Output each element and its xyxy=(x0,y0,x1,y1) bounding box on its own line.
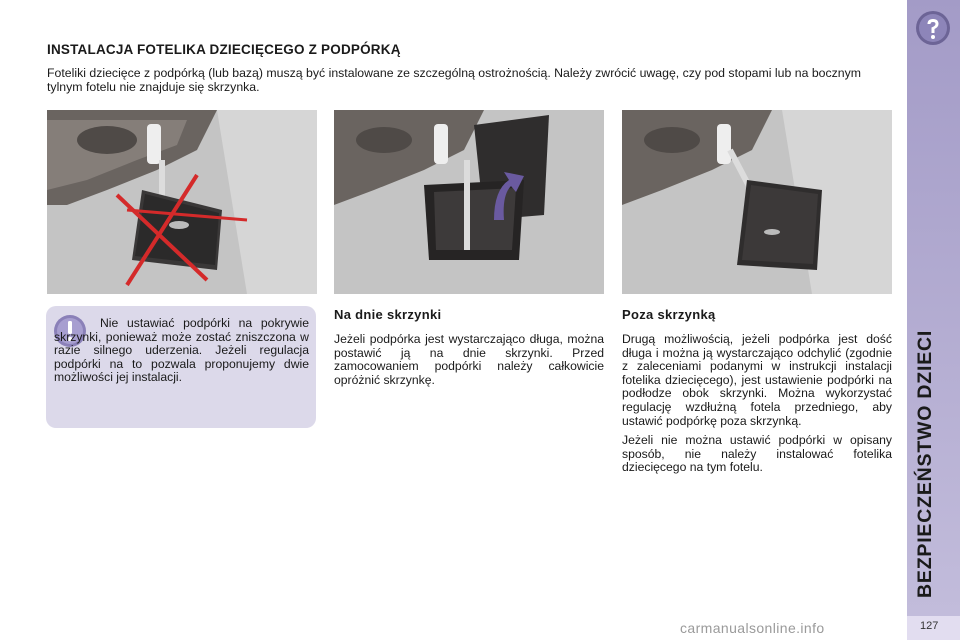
section-paragraph: Jeżeli nie można ustawić podpórki w opisany sposób, nie należy instalować fotelika dziecięcego na tym fotelu. xyxy=(622,433,892,475)
intro-paragraph: Foteliki dziecięce z podpórką (lub bazą) muszą być instalowane ze szczególną ostrożnością. Należy zwrócić uwagę, czy pod stopami lub na bocznym tylnym fotelu nie znajduje się skrzynka. xyxy=(47,66,862,94)
section-paragraph: Drugą możliwością, jeżeli podpórka jest dość długa i można ją wystarczająco odchylić (zgodnie z zaleceniami podanymi w instrukcji instalacji fotelika dziecięcego), jest ustawienie podpórki na podłodze obok skrzynki. Można wykorzystać regulację wzdłużną fotela przedniego, aby ustawić podpórkę poza skrzynką. xyxy=(622,332,892,428)
question-icon xyxy=(915,10,951,46)
photo-support-in-box xyxy=(334,110,604,294)
section-title-in-box: Na dnie skrzynki xyxy=(334,307,442,322)
warning-box xyxy=(46,306,316,428)
section-body-beside-box xyxy=(622,333,892,481)
warning-text: Nie ustawiać podpórki na pokrywie skrzynki, ponieważ może zostać zniszczona w razie silnego uderzenia. Jeżeli regulacja podpórki na to pozwala proponujemy dwie możliwości jej instalacji. xyxy=(54,316,309,385)
page-title: INSTALACJA FOTELIKA DZIECIĘCEGO Z PODPÓRKĄ xyxy=(47,42,401,57)
chapter-label: BEZPIECZEŃSTWO DZIECI xyxy=(914,329,936,598)
section-title-beside-box: Poza skrzynką xyxy=(622,307,716,322)
photo-support-on-lid-crossed xyxy=(47,110,317,294)
page-number: 127 xyxy=(920,620,939,632)
watermark: carmanualsonline.info xyxy=(680,620,825,636)
section-body-in-box: Jeżeli podpórka jest wystarczająco długa, można postawić ją na dnie skrzynki. Przed zamocowaniem podpórki należy całkowicie opróżnić skrzynkę. xyxy=(334,332,604,387)
photo-support-beside-box xyxy=(622,110,892,294)
